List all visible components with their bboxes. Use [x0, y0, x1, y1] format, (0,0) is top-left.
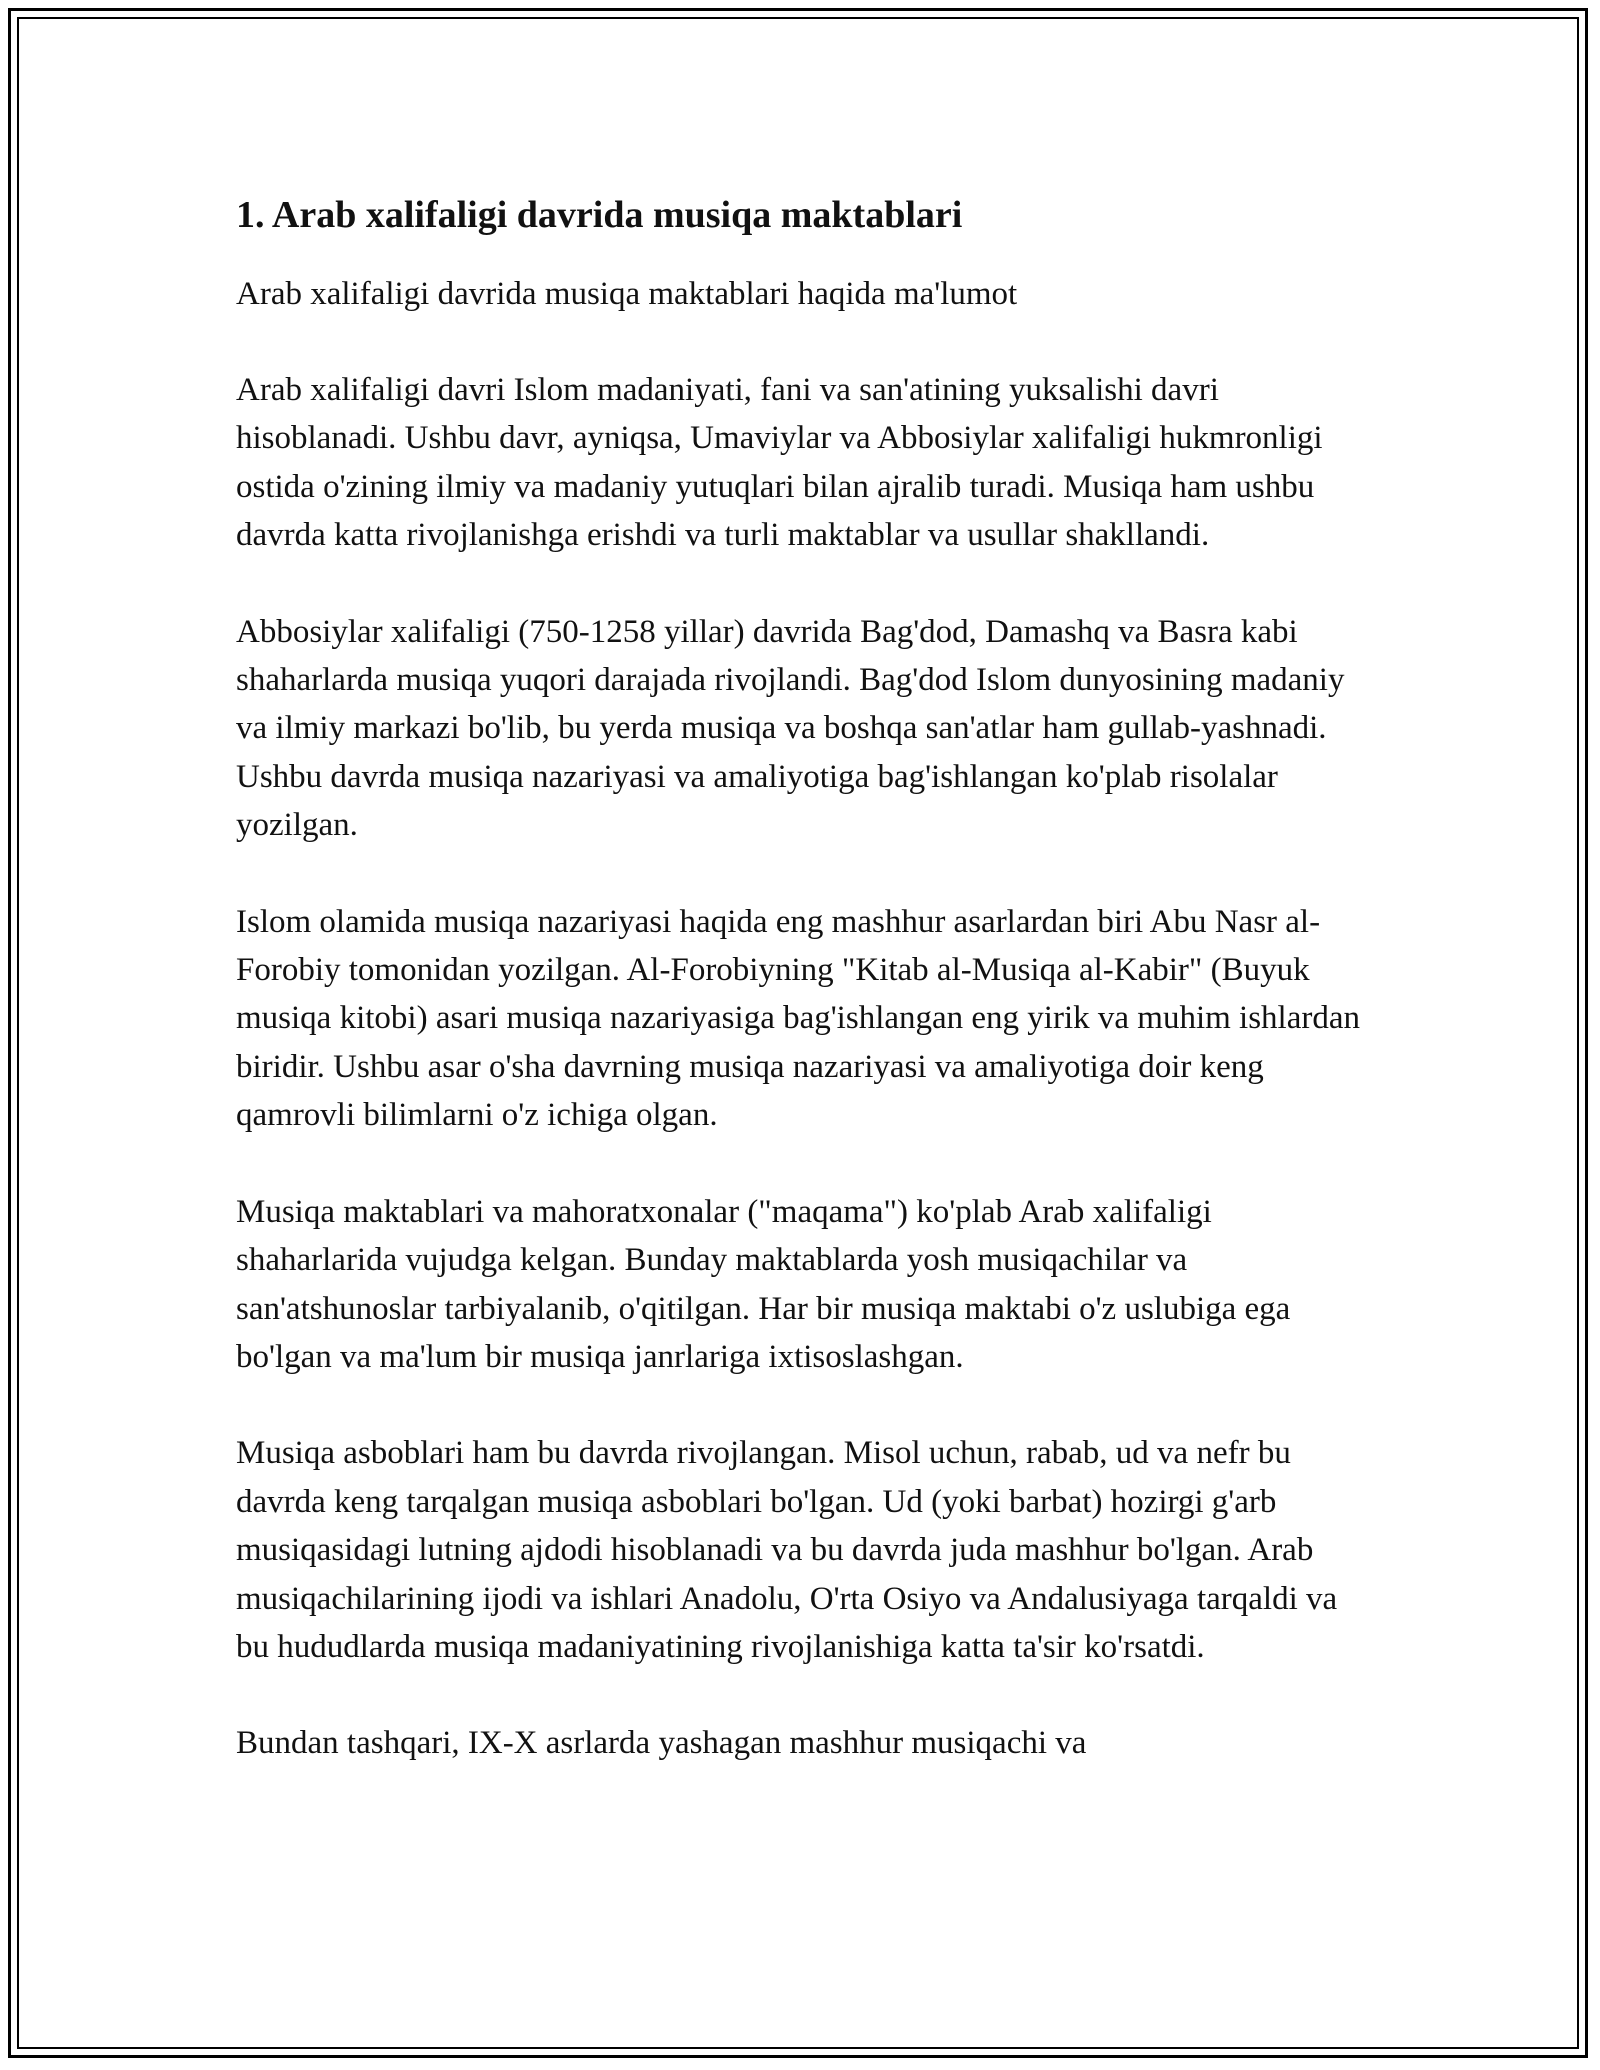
paragraph-4: Musiqa maktablari va mahoratxonalar ("maqama") ko'plab Arab xalifaligi shaharlarida vujudga kelgan. Bunday maktablarda yosh musiqachilar va san'atshunoslar tarbiyalanib, o'qitilgan. Har bir musiqa maktabi o'z uslubiga ega bo'lgan va ma'lum bir musiqa janrlariga ixtisoslashgan. — [236, 1193, 1291, 1375]
document-body — [236, 186, 1376, 1816]
document-subtitle: Arab xalifaligi davrida musiqa maktablari haqida ma'lumot — [236, 276, 1018, 312]
document-title: 1. Arab xalifaligi davrida musiqa maktablari — [236, 194, 963, 236]
paragraph-5: Musiqa asboblari ham bu davrda rivojlangan. Misol uchun, rabab, ud va nefr bu davrda keng tarqalgan musiqa asboblari bo'lgan. Ud (yoki barbat) hozirgi g'arb musiqasidagi lutning ajdodi hisoblanadi va bu davrda juda mashhur bo'lgan. Arab musiqachilarining ijodi va ishlari Anadolu, O'rta Osiyo va Andalusiyaga tarqaldi va bu hududlarda musiqa madaniyatining rivojlanishiga katta ta'sir ko'rsatdi. — [236, 1435, 1338, 1665]
paragraph-6: Bundan tashqari, IX-X asrlarda yashagan mashhur musiqachi va — [236, 1725, 1087, 1762]
paragraph-2: Abbosiylar xalifaligi (750-1258 yillar) davrida Bag'dod, Damashq va Basra kabi shaharlarda musiqa yuqori darajada rivojlandi. Bag'dod Islom dunyosining madaniy va ilmiy markazi bo'lib, bu yerda musiqa va boshqa san'atlar ham gullab-yashnadi. Ushbu davrda musiqa nazariyasi va amaliyotiga bag'ishlangan ko'plab risolalar yozilgan. — [236, 613, 1345, 844]
paragraph-1: Arab xalifaligi davri Islom madaniyati, fani va san'atining yuksalishi davri hisoblanadi. Ushbu davr, ayniqsa, Umaviylar va Abbosiylar xalifaligi hukmronligi ostida o'zining ilmiy va madaniy yutuqlari bilan ajralib turadi. Musiqa ham ushbu davrda katta rivojlanishga erishdi va turli maktablar va usullar shakllandi. — [236, 372, 1323, 554]
paragraph-3: Islom olamida musiqa nazariyasi haqida eng mashhur asarlardan biri Abu Nasr al-Forobiy tomonidan yozilgan. Al-Forobiyning "Kitab al-Musiqa al-Kabir" (Buyuk musiqa kitobi) asari musiqa nazariyasiga bag'ishlangan eng yirik va muhim ishlardan biridir. Ushbu asar o'sha davrning musiqa nazariyasi va amaliyotiga doir keng qamrovli bilimlarni o'z ichiga olgan. — [236, 903, 1360, 1134]
